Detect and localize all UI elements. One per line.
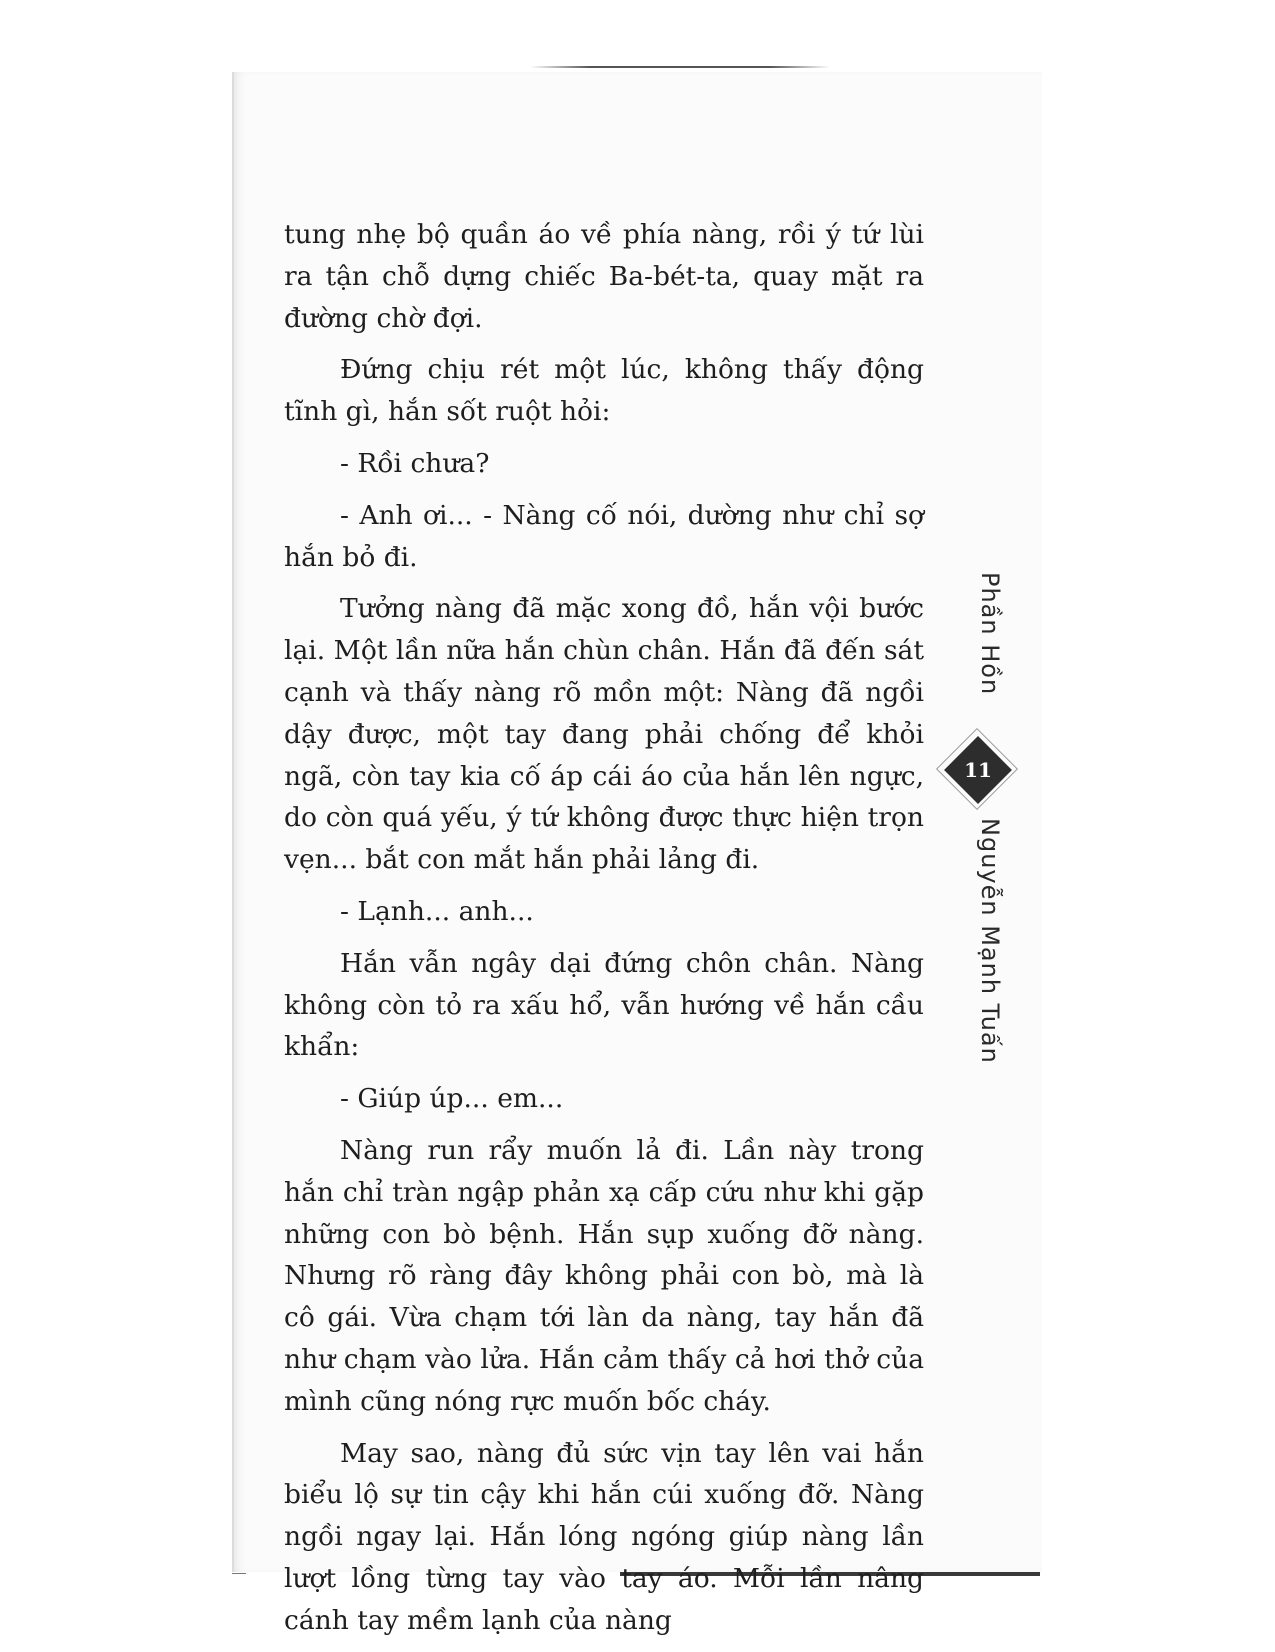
running-header — [960, 560, 1020, 1120]
paragraph: - Anh ơi... - Nàng cố nói, dường như chỉ sợ hắn bỏ đi. — [284, 499, 924, 573]
paragraph: - Rồi chưa? — [340, 447, 490, 479]
paragraph: Đứng chịu rét một lúc, không thấy động tĩnh gì, hắn sốt ruột hỏi: — [284, 354, 924, 428]
top-divider — [530, 66, 830, 68]
bottom-divider-left — [232, 1573, 246, 1574]
paragraph: tung nhẹ bộ quần áo về phía nàng, rồi ý tứ lùi ra tận chỗ dựng chiếc Ba-bét-ta, quay mặt ra đường chờ đợi. — [284, 219, 924, 334]
body-text — [284, 214, 924, 1652]
paragraph: May sao, nàng đủ sức vịn tay lên vai hắn biểu lộ sự tin cậy khi hắn cúi xuống đỡ. Nàng ngồi ngay lại. Hắn lóng ngóng giúp nàng lần lượt lồng từng tay vào tay áo. Mỗi lần nâng cánh tay mềm lạnh của nàng — [284, 1437, 924, 1636]
book-title: Phần Hồn — [976, 572, 1004, 696]
paragraph: - Lạnh... anh... — [340, 895, 534, 927]
paragraph: Hắn vẫn ngây dại đứng chôn chân. Nàng không còn tỏ ra xấu hổ, vẫn hướng về hắn cầu khẩn: — [284, 947, 924, 1063]
paragraph: Tưởng nàng đã mặc xong đồ, hắn vội bước lại. Một lần nữa hắn chùn chân. Hắn đã đến sát cạnh và thấy nàng rõ mồn một: Nàng đã ngồi dậy được, một tay đang phải chống để khỏi ngã, còn tay kia cố áp cái áo của hắn lên ngực, do còn quá yếu, ý tứ không được thực hiện trọn vẹn... bắt con mắt hắn phải lảng đi. — [284, 593, 924, 876]
paragraph: Nàng run rẩy muốn lả đi. Lần này trong hắn chỉ tràn ngập phản xạ cấp cứu như khi gặp những con bò bệnh. Hắn sụp xuống đỡ nàng. Nhưng rõ ràng đây không phải con bò, mà là cô gái. Vừa chạm tới làn da nàng, tay hắn đã như chạm vào lửa. Hắn cảm thấy cả hơi thở của mình cũng nóng rực muốn bốc cháy. — [284, 1134, 924, 1417]
page-number: 11 — [964, 758, 992, 782]
author-name: Nguyễn Mạnh Tuấn — [976, 818, 1004, 1064]
paragraph: - Giúp úp... em... — [340, 1083, 564, 1115]
